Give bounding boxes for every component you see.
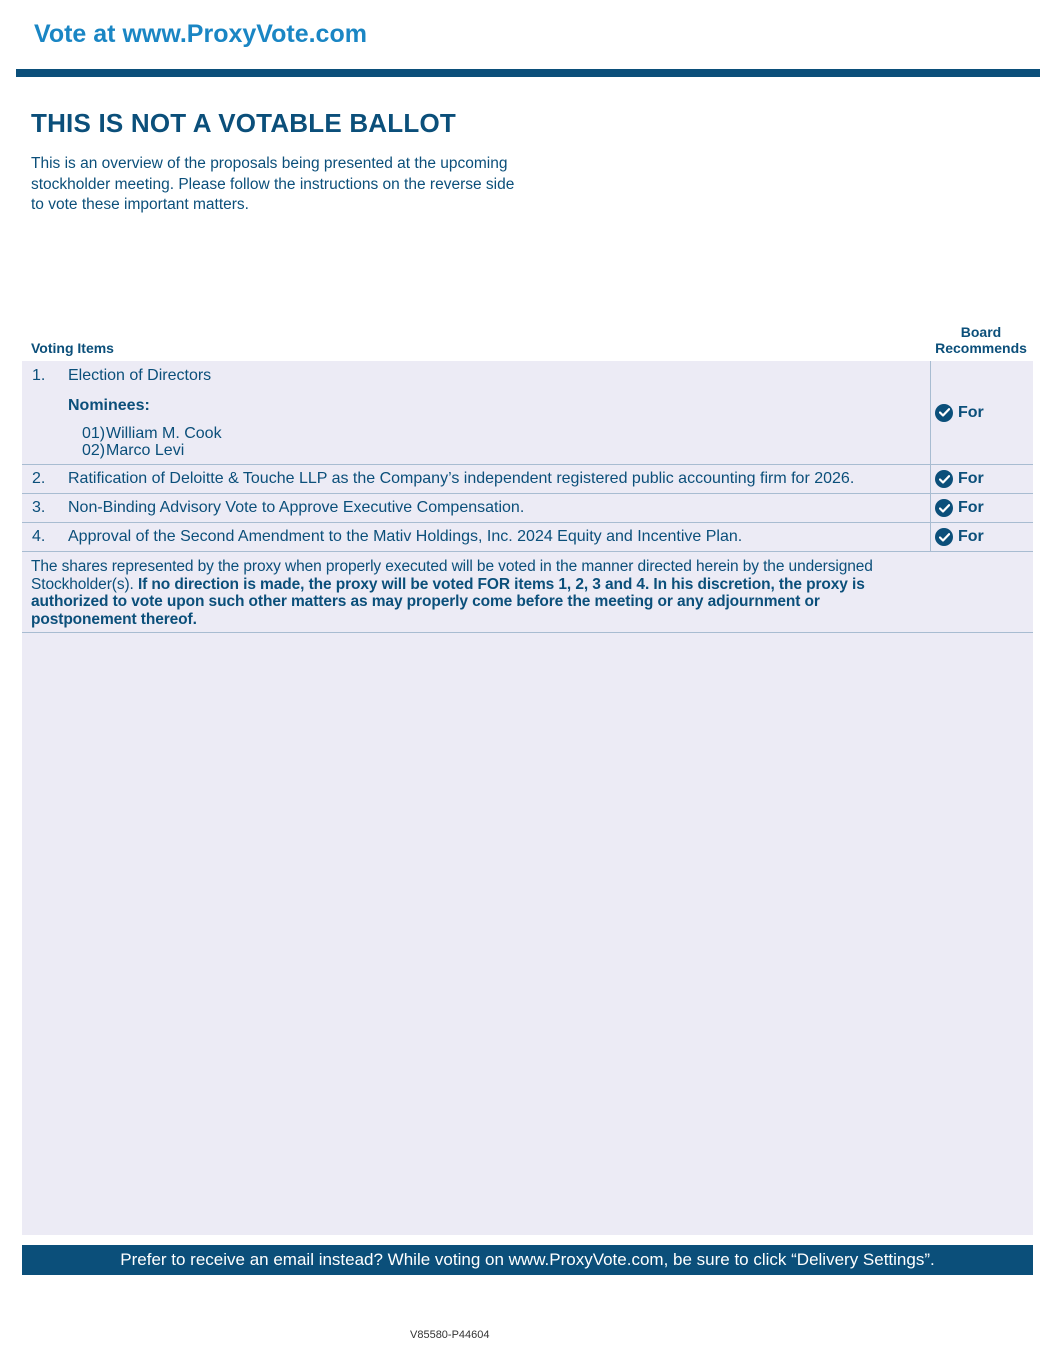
proxy-note bbox=[31, 558, 926, 628]
recommendation-cell bbox=[930, 494, 1033, 522]
document-code: V85580-P44604 bbox=[410, 1329, 490, 1341]
check-circle-icon bbox=[935, 528, 953, 546]
recommendation-cell bbox=[930, 523, 1033, 551]
recommendation-label: For bbox=[958, 499, 984, 516]
check-circle-icon bbox=[935, 404, 953, 422]
proxy-note-plain: The shares represented by the proxy when properly executed will be voted in the manner directed herein by the undersigned Stockholder(s). bbox=[31, 558, 873, 593]
proxy-note-row bbox=[22, 552, 1033, 633]
nominee-number: 02) bbox=[82, 442, 106, 459]
item-number: 2. bbox=[32, 470, 46, 487]
nominees-label: Nominees: bbox=[68, 397, 150, 414]
voting-item-row bbox=[22, 494, 1033, 523]
recommendation-label: For bbox=[958, 528, 984, 545]
recommendation-cell bbox=[930, 361, 1033, 464]
recommendation-label: For bbox=[958, 403, 984, 421]
check-circle-icon bbox=[935, 470, 953, 488]
nominee-name: Marco Levi bbox=[106, 442, 185, 459]
item-number: 4. bbox=[32, 528, 46, 545]
voting-item-row bbox=[22, 361, 1033, 465]
check-circle-icon bbox=[935, 499, 953, 517]
item-text: Approval of the Second Amendment to the Mativ Holdings, Inc. 2024 Equity and Incentive Plan. bbox=[68, 528, 743, 545]
item-number: 1. bbox=[32, 367, 46, 384]
board-recommends-line1: Board bbox=[960, 324, 1002, 340]
email-delivery-banner: Prefer to receive an email instead? While voting on www.ProxyVote.com, be sure to click “Delivery Settings”. bbox=[22, 1245, 1033, 1275]
recommendation-cell bbox=[930, 465, 1033, 493]
voting-items-panel bbox=[22, 361, 1033, 1235]
nominee-number: 01) bbox=[82, 425, 106, 442]
proxyvote-link[interactable]: Vote at www.ProxyVote.com bbox=[34, 20, 367, 48]
board-recommends-line2: Recommends bbox=[935, 340, 1027, 356]
intro-text: This is an overview of the proposals being presented at the upcoming stockholder meeting. Please follow the instructions on the reverse side to vote these important matters. bbox=[31, 155, 515, 213]
page-title: THIS IS NOT A VOTABLE BALLOT bbox=[31, 108, 456, 138]
voting-item-row bbox=[22, 465, 1033, 494]
header-rule bbox=[16, 69, 1040, 77]
voting-item-row bbox=[22, 523, 1033, 552]
item-number: 3. bbox=[32, 499, 46, 516]
proxy-note-bold: If no direction is made, the proxy will be voted FOR items 1, 2, 3 and 4. In his discretion, the proxy is authorized to vote upon such other matters as may properly come before the meeting or any adjournment or postponement thereof. bbox=[31, 575, 865, 628]
voting-items-header: Voting Items bbox=[31, 340, 114, 356]
recommendation-label: For bbox=[958, 470, 984, 487]
nominee-name: William M. Cook bbox=[106, 425, 222, 442]
item-text: Election of Directors bbox=[68, 367, 212, 384]
item-text: Ratification of Deloitte & Touche LLP as the Company’s independent registered public accounting firm for 2026. bbox=[68, 470, 855, 487]
board-recommends-header bbox=[930, 324, 1032, 356]
item-text: Non-Binding Advisory Vote to Approve Executive Compensation. bbox=[68, 499, 525, 516]
